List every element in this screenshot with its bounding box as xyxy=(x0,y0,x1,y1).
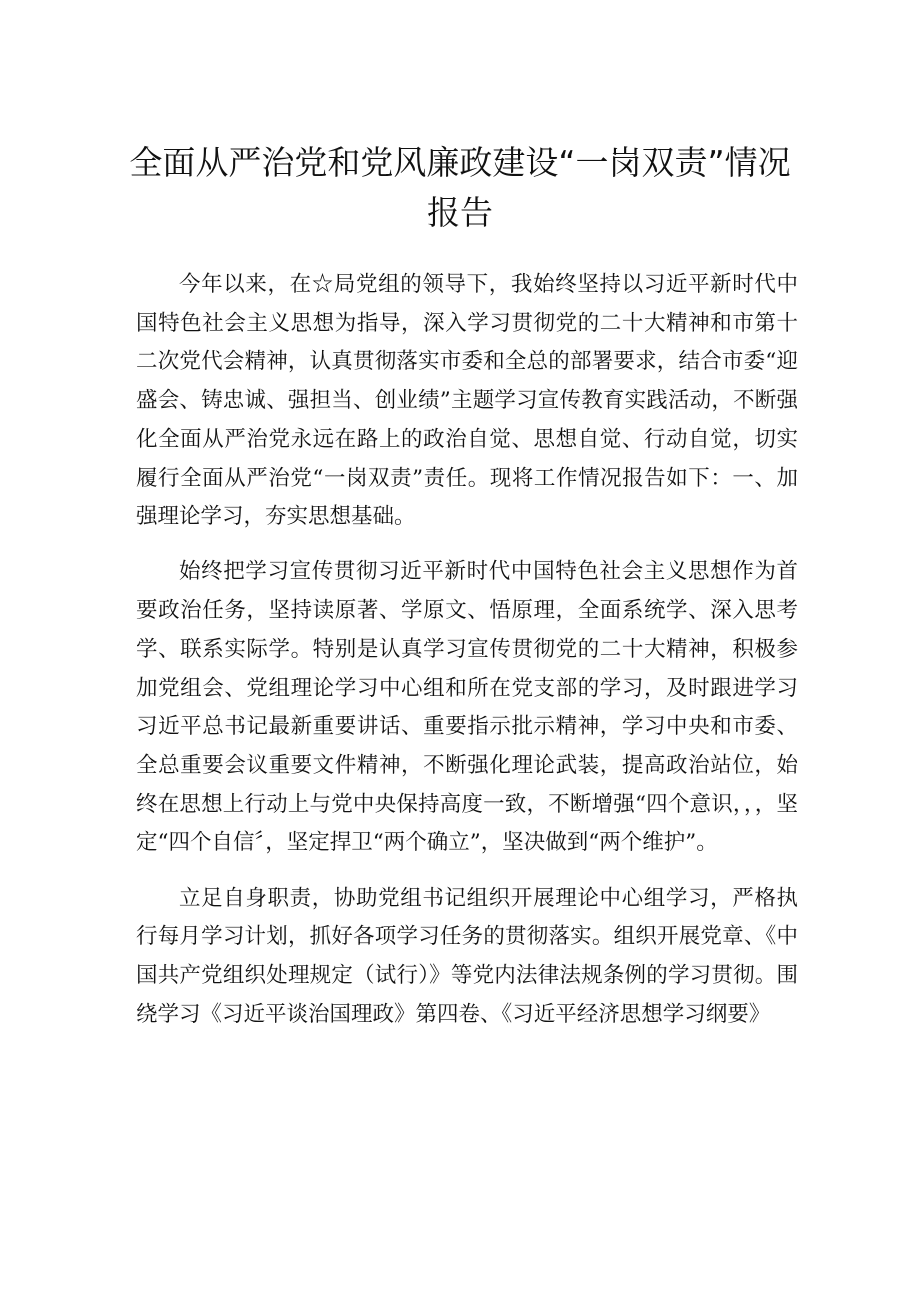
paragraph-duties: 立足自身职责，协助党组书记组织开展理论中心组学习，严格执行每月学习计划，抓好各项学习任务的贯彻落实。组织开展党章、《中国共产党组织处理规定（试行）》等党内法律法规条例的学习贯彻。围绕学习《习近平谈治国理政》第四卷、《习近平经济思想学习纲要》 xyxy=(136,885,798,1027)
paragraph-intro: 今年以来，在☆局党组的领导下，我始终坚持以习近平新时代中国特色社会主义思想为指导，深入学习贯彻党的二十大精神和市第十二次党代会精神，认真贯彻落实市委和全总的部署要求，结合市委“迎盛会、铸忠诚、强担当、创业绩”主题学习宣传教育实践活动，不断强化全面从严治党永远在路上的政治自觉、思想自觉、行动自觉，切实履行全面从严治党“一岗双责”责任。现将工作情况报告如下：一、加强理论学习，夯实思想基础。 xyxy=(136,272,798,530)
paragraph-theory-study: 始终把学习宣传贯彻习近平新时代中国特色社会主义思想作为首要政治任务，坚持读原著、学原文、悟原理，全面系统学、深入思考学、联系实际学。特别是认真学习宣传贯彻党的二十大精神，积极参加党组会、党组理论学习中心组和所在党支部的学习，及时跟进学习习近平总书记最新重要讲话、重要指示批示精神，学习中央和市委、全总重要会议重要文件精神，不断强化理论武装，提高政治站位，始终在思想上行动上与党中央保持高度一致，不断增强“四个意识，，，坚定“四个自信〞，坚定捍卫“两个确立”，坚决做到“两个维护”。 xyxy=(136,559,798,856)
document-title: 全面从严治党和党风廉政建设“一岗双责”情况报告 xyxy=(129,143,791,232)
document-body xyxy=(136,266,798,1051)
